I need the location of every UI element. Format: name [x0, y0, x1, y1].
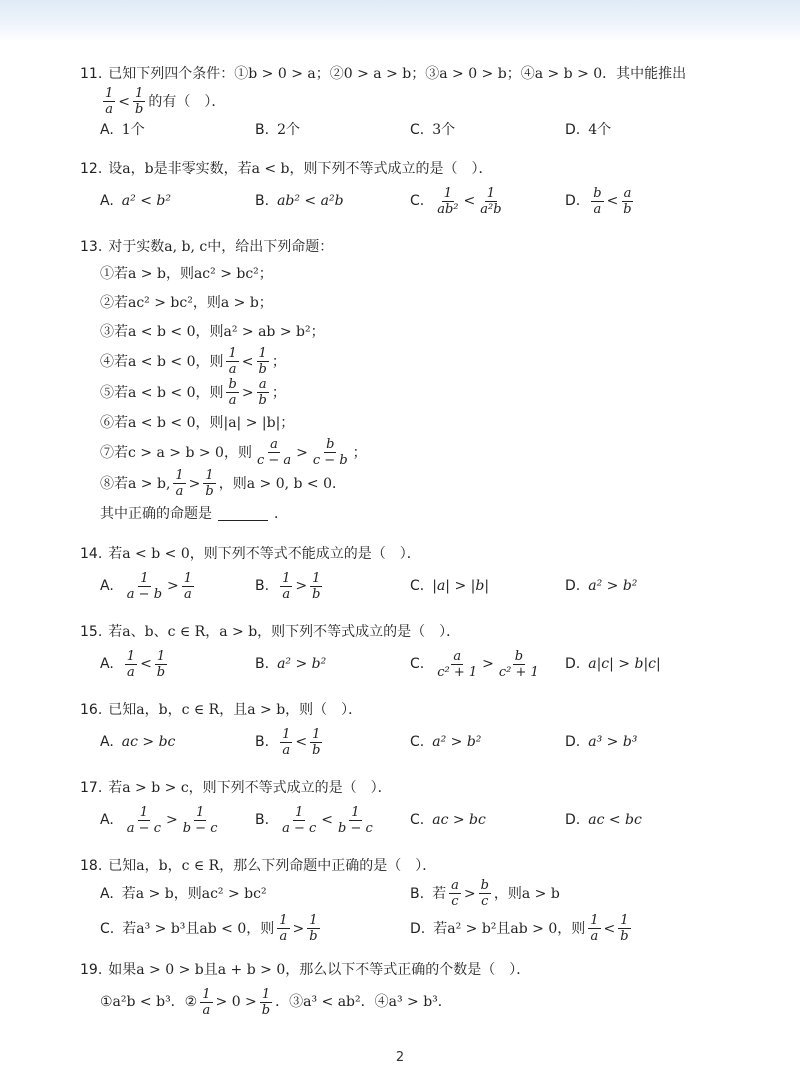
option-b[interactable]: B. ab² < a²b [255, 193, 344, 209]
header-band [0, 0, 800, 42]
question-stem: 已知a，b，c ∈ R，且a > b，则（ ）． [108, 702, 363, 718]
question-18 [80, 854, 740, 944]
question-number: 18. [80, 858, 103, 874]
fraction: $\frac{1}{a}$ [105, 86, 114, 117]
proposition-3: ③若a < b < 0，则a² > ab > b²； [100, 323, 325, 340]
proposition-2: ②若ac² > bc²，则a > b； [100, 294, 273, 311]
option-d[interactable]: D. ac < bc [565, 812, 642, 828]
option-c[interactable]: C. ac > bc [410, 812, 486, 828]
question-13 [80, 235, 740, 528]
question-number: 12. [80, 161, 103, 177]
question-stem: 已知下列四个条件：①b > 0 > a；②0 > a > b；③a > 0 > b；④a > b > 0．其中能推出 [108, 66, 687, 82]
statement-list: ①a²b < b³．② $\frac{1}{a}$ > 0 > $\frac{1}{b}$ ．③a³ < ab²．④a³ > b³． [100, 986, 452, 1018]
question-16 [80, 698, 740, 762]
option-c[interactable]: C. $\frac{a}{\text{c² + 1}}$ > $\frac{b}{\text{c² + 1}}$ [410, 648, 539, 680]
proposition-4: ④若a < b < 0，则 $\frac{1}{a}$ < $\frac{1}{b}$ ； [100, 346, 286, 377]
question-number: 13. [80, 239, 103, 255]
question-number: 19. [80, 962, 103, 978]
option-a[interactable]: A. $\frac{1}{a - c}$ > $\frac{1}{b - c}$ [100, 804, 218, 836]
fraction: $\frac{1}{b}$ [135, 86, 144, 117]
option-c[interactable]: C. 3个 [410, 122, 456, 138]
option-d[interactable]: D. a|c| > b|c| [565, 656, 661, 672]
proposition-1: ①若a > b，则ac² > bc²； [100, 265, 273, 282]
option-b[interactable]: B. $\frac{1}{a}$ < $\frac{1}{b}$ [255, 726, 321, 758]
option-d[interactable]: D. a² > b² [565, 578, 638, 594]
option-a[interactable]: A. a² < b² [100, 193, 171, 209]
question-number: 11. [80, 66, 103, 82]
proposition-7: ⑦若c > a > b > 0，则 $\frac{a}{c - a}$ > $\frac{b}{c - b}$ ； [100, 437, 367, 468]
question-stem: 若a > b > c，则下列不等式成立的是（ ）． [108, 780, 392, 796]
question-14 [80, 542, 740, 606]
question-11: 11. 已知下列四个条件：①b > 0 > a；②0 > a > b；③a > 0 > b；④a > b > 0．其中能推出 $\frac{1}{a}$ < $\frac{1}{b}$ 的有（ ）． A. 1个 B. 2个 C. 3个 D. 4个 [80, 62, 740, 143]
option-b[interactable]: B. 若 $\frac{a}{c}$ > $\frac{b}{c}$ ，则a > b [410, 878, 560, 909]
question-number: 15. [80, 624, 103, 640]
option-d[interactable]: D. 4个 [565, 122, 612, 138]
proposition-5: ⑤若a < b < 0，则 $\frac{b}{a}$ > $\frac{a}{b}$ ； [100, 377, 286, 408]
option-b[interactable]: B. $\frac{1}{a}$ > $\frac{1}{b}$ [255, 570, 321, 602]
question-stem: 设a，b是非零实数，若a < b，则下列不等式成立的是（ ）． [108, 161, 493, 177]
option-d[interactable]: D. 若a² > b²且ab > 0，则 $\frac{1}{a}$ < $\frac{1}{b}$ [410, 913, 629, 944]
question-19 [80, 958, 740, 1022]
option-a[interactable]: A. ac > bc [100, 734, 176, 750]
question-17 [80, 776, 740, 840]
question-stem: 若a < b < 0，则下列不等式不能成立的是（ ）． [108, 546, 421, 562]
option-d[interactable]: D. a³ > b³ [565, 734, 638, 750]
question-stem: 对于实数a, b, c中，给出下列命题： [108, 239, 334, 255]
option-c[interactable]: C. a² > b² [410, 734, 482, 750]
page-number: 2 [395, 1050, 405, 1065]
question-12 [80, 157, 740, 221]
option-a[interactable]: A. 若a > b，则ac² > bc² [100, 885, 267, 902]
question-stem-tail: 的有（ ）． [148, 93, 226, 110]
option-d[interactable]: D. $\frac{b}{a}$ < $\frac{a}{b}$ [565, 185, 632, 217]
answer-blank[interactable] [218, 506, 268, 521]
option-a[interactable]: A. $\frac{1}{a}$ < $\frac{1}{b}$ [100, 648, 166, 680]
question-stem: 若a、b、c ∈ R，a > b，则下列不等式成立的是（ ）． [108, 624, 461, 640]
option-b[interactable]: B. 2个 [255, 122, 300, 138]
answer-line: 其中正确的命题是 ． [100, 505, 288, 522]
question-number: 14. [80, 546, 103, 562]
proposition-8: ⑧若a > b, $\frac{1}{a}$ > $\frac{1}{b}$ ，则a > 0, b < 0． [100, 468, 347, 499]
question-stem: 如果a > 0 > b且a + b > 0，那么以下不等式正确的个数是（ ）． [108, 962, 531, 978]
option-b[interactable]: B. a² > b² [255, 656, 327, 672]
question-stem: 已知a，b，c ∈ R，那么下列命题中正确的是（ ）． [108, 858, 437, 874]
question-number: 17. [80, 780, 103, 796]
worksheet [80, 62, 740, 1036]
option-a[interactable]: A. $\frac{1}{a - b}$ > $\frac{1}{a}$ [100, 570, 193, 602]
option-c[interactable]: C. 若a³ > b³且ab < 0，则 $\frac{1}{a}$ > $\frac{1}{b}$ [100, 913, 318, 944]
proposition-6: ⑥若a < b < 0，则|a| > |b|； [100, 414, 295, 431]
option-b[interactable]: B. $\frac{1}{a - c}$ < $\frac{1}{b - c}$ [255, 804, 373, 836]
question-number: 16. [80, 702, 103, 718]
option-a[interactable]: A. 1个 [100, 122, 145, 138]
option-c[interactable]: C. |a| > |b| [410, 578, 490, 594]
question-15 [80, 620, 740, 684]
option-c[interactable]: C. $\frac{1}{\text{ab²}}$ < $\frac{1}{\text{a²b}}$ [410, 185, 502, 217]
